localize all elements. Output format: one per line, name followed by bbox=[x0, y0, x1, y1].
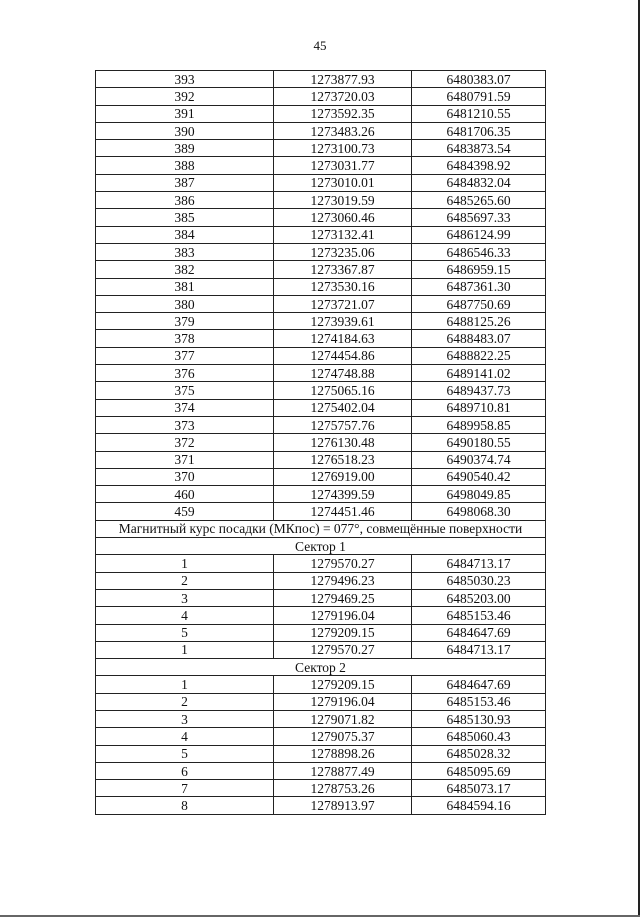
y-coordinate-cell: 6489710.81 bbox=[412, 399, 546, 416]
page-number: 45 bbox=[313, 38, 327, 53]
section-heading: Магнитный курс посадки (МКпос) = 077°, совмещённые поверхности bbox=[96, 520, 546, 537]
point-number-cell: 459 bbox=[96, 503, 274, 520]
y-coordinate-cell: 6484647.69 bbox=[412, 624, 546, 641]
point-number-cell: 1 bbox=[96, 555, 274, 572]
x-coordinate-cell: 1273132.41 bbox=[274, 226, 412, 243]
table-row bbox=[96, 797, 546, 814]
x-coordinate-cell: 1279196.04 bbox=[274, 607, 412, 624]
point-number-cell: 375 bbox=[96, 382, 274, 399]
point-number-cell: 460 bbox=[96, 486, 274, 503]
table-section-heading-row bbox=[96, 520, 546, 537]
y-coordinate-cell: 6485030.23 bbox=[412, 572, 546, 589]
x-coordinate-cell: 1279075.37 bbox=[274, 728, 412, 745]
point-number-cell: 381 bbox=[96, 278, 274, 295]
y-coordinate-cell: 6480383.07 bbox=[412, 71, 546, 88]
y-coordinate-cell: 6485130.93 bbox=[412, 710, 546, 727]
table-row bbox=[96, 71, 546, 88]
y-coordinate-cell: 6488125.26 bbox=[412, 313, 546, 330]
table-row bbox=[96, 192, 546, 209]
section-heading: Сектор 1 bbox=[96, 538, 546, 555]
x-coordinate-cell: 1278898.26 bbox=[274, 745, 412, 762]
point-number-cell: 379 bbox=[96, 313, 274, 330]
point-number-cell: 393 bbox=[96, 71, 274, 88]
table-row bbox=[96, 88, 546, 105]
y-coordinate-cell: 6480791.59 bbox=[412, 88, 546, 105]
y-coordinate-cell: 6489437.73 bbox=[412, 382, 546, 399]
table-row bbox=[96, 174, 546, 191]
point-number-cell: 7 bbox=[96, 780, 274, 797]
y-coordinate-cell: 6489958.85 bbox=[412, 416, 546, 433]
table-row bbox=[96, 589, 546, 606]
point-number-cell: 3 bbox=[96, 710, 274, 727]
point-number-cell: 372 bbox=[96, 434, 274, 451]
table-row bbox=[96, 313, 546, 330]
table-row bbox=[96, 780, 546, 797]
x-coordinate-cell: 1275065.16 bbox=[274, 382, 412, 399]
x-coordinate-cell: 1274184.63 bbox=[274, 330, 412, 347]
point-number-cell: 4 bbox=[96, 607, 274, 624]
point-number-cell: 4 bbox=[96, 728, 274, 745]
point-number-cell: 5 bbox=[96, 745, 274, 762]
x-coordinate-cell: 1273483.26 bbox=[274, 122, 412, 139]
point-number-cell: 373 bbox=[96, 416, 274, 433]
table-row bbox=[96, 728, 546, 745]
x-coordinate-cell: 1276919.00 bbox=[274, 468, 412, 485]
point-number-cell: 1 bbox=[96, 676, 274, 693]
point-number-cell: 1 bbox=[96, 641, 274, 658]
point-number-cell: 387 bbox=[96, 174, 274, 191]
y-coordinate-cell: 6485060.43 bbox=[412, 728, 546, 745]
y-coordinate-cell: 6484713.17 bbox=[412, 555, 546, 572]
y-coordinate-cell: 6481210.55 bbox=[412, 105, 546, 122]
point-number-cell: 383 bbox=[96, 243, 274, 260]
table-row bbox=[96, 486, 546, 503]
y-coordinate-cell: 6485697.33 bbox=[412, 209, 546, 226]
table-row bbox=[96, 641, 546, 658]
x-coordinate-cell: 1279469.25 bbox=[274, 589, 412, 606]
point-number-cell: 382 bbox=[96, 261, 274, 278]
y-coordinate-cell: 6484594.16 bbox=[412, 797, 546, 814]
point-number-cell: 386 bbox=[96, 192, 274, 209]
point-number-cell: 374 bbox=[96, 399, 274, 416]
y-coordinate-cell: 6485265.60 bbox=[412, 192, 546, 209]
table-row bbox=[96, 710, 546, 727]
table-row bbox=[96, 503, 546, 520]
point-number-cell: 3 bbox=[96, 589, 274, 606]
x-coordinate-cell: 1278877.49 bbox=[274, 762, 412, 779]
table-row bbox=[96, 572, 546, 589]
y-coordinate-cell: 6484713.17 bbox=[412, 641, 546, 658]
point-number-cell: 5 bbox=[96, 624, 274, 641]
table-row bbox=[96, 261, 546, 278]
point-number-cell: 378 bbox=[96, 330, 274, 347]
point-number-cell: 376 bbox=[96, 365, 274, 382]
point-number-cell: 371 bbox=[96, 451, 274, 468]
y-coordinate-cell: 6486546.33 bbox=[412, 243, 546, 260]
x-coordinate-cell: 1273592.35 bbox=[274, 105, 412, 122]
x-coordinate-cell: 1273019.59 bbox=[274, 192, 412, 209]
point-number-cell: 377 bbox=[96, 347, 274, 364]
x-coordinate-cell: 1273100.73 bbox=[274, 140, 412, 157]
y-coordinate-cell: 6498049.85 bbox=[412, 486, 546, 503]
point-number-cell: 370 bbox=[96, 468, 274, 485]
x-coordinate-cell: 1273010.01 bbox=[274, 174, 412, 191]
table-row bbox=[96, 330, 546, 347]
table-row bbox=[96, 555, 546, 572]
y-coordinate-cell: 6483873.54 bbox=[412, 140, 546, 157]
x-coordinate-cell: 1279570.27 bbox=[274, 555, 412, 572]
y-coordinate-cell: 6498068.30 bbox=[412, 503, 546, 520]
y-coordinate-cell: 6490180.55 bbox=[412, 434, 546, 451]
x-coordinate-cell: 1273367.87 bbox=[274, 261, 412, 278]
table-row bbox=[96, 209, 546, 226]
x-coordinate-cell: 1274748.88 bbox=[274, 365, 412, 382]
y-coordinate-cell: 6481706.35 bbox=[412, 122, 546, 139]
point-number-cell: 385 bbox=[96, 209, 274, 226]
table-row bbox=[96, 434, 546, 451]
coordinates-table bbox=[95, 70, 546, 815]
y-coordinate-cell: 6486124.99 bbox=[412, 226, 546, 243]
table-row bbox=[96, 624, 546, 641]
point-number-cell: 388 bbox=[96, 157, 274, 174]
x-coordinate-cell: 1275402.04 bbox=[274, 399, 412, 416]
x-coordinate-cell: 1278753.26 bbox=[274, 780, 412, 797]
table-row bbox=[96, 382, 546, 399]
x-coordinate-cell: 1279570.27 bbox=[274, 641, 412, 658]
table-row bbox=[96, 140, 546, 157]
y-coordinate-cell: 6489141.02 bbox=[412, 365, 546, 382]
y-coordinate-cell: 6487750.69 bbox=[412, 295, 546, 312]
table-section-heading-row bbox=[96, 538, 546, 555]
table-row bbox=[96, 399, 546, 416]
table-row bbox=[96, 295, 546, 312]
x-coordinate-cell: 1274451.46 bbox=[274, 503, 412, 520]
x-coordinate-cell: 1273235.06 bbox=[274, 243, 412, 260]
x-coordinate-cell: 1274454.86 bbox=[274, 347, 412, 364]
y-coordinate-cell: 6486959.15 bbox=[412, 261, 546, 278]
x-coordinate-cell: 1279496.23 bbox=[274, 572, 412, 589]
y-coordinate-cell: 6485073.17 bbox=[412, 780, 546, 797]
x-coordinate-cell: 1273877.93 bbox=[274, 71, 412, 88]
y-coordinate-cell: 6488822.25 bbox=[412, 347, 546, 364]
y-coordinate-cell: 6484398.92 bbox=[412, 157, 546, 174]
y-coordinate-cell: 6490374.74 bbox=[412, 451, 546, 468]
point-number-cell: 389 bbox=[96, 140, 274, 157]
table-row bbox=[96, 347, 546, 364]
point-number-cell: 392 bbox=[96, 88, 274, 105]
x-coordinate-cell: 1279209.15 bbox=[274, 676, 412, 693]
coordinates-table-body bbox=[96, 71, 546, 815]
table-row bbox=[96, 676, 546, 693]
x-coordinate-cell: 1279071.82 bbox=[274, 710, 412, 727]
x-coordinate-cell: 1276130.48 bbox=[274, 434, 412, 451]
point-number-cell: 2 bbox=[96, 572, 274, 589]
x-coordinate-cell: 1279196.04 bbox=[274, 693, 412, 710]
point-number-cell: 390 bbox=[96, 122, 274, 139]
table-section-heading-row bbox=[96, 659, 546, 676]
table-row bbox=[96, 243, 546, 260]
y-coordinate-cell: 6490540.42 bbox=[412, 468, 546, 485]
table-row bbox=[96, 607, 546, 624]
x-coordinate-cell: 1273939.61 bbox=[274, 313, 412, 330]
x-coordinate-cell: 1273060.46 bbox=[274, 209, 412, 226]
table-row bbox=[96, 762, 546, 779]
y-coordinate-cell: 6488483.07 bbox=[412, 330, 546, 347]
y-coordinate-cell: 6485028.32 bbox=[412, 745, 546, 762]
x-coordinate-cell: 1276518.23 bbox=[274, 451, 412, 468]
x-coordinate-cell: 1275757.76 bbox=[274, 416, 412, 433]
y-coordinate-cell: 6484647.69 bbox=[412, 676, 546, 693]
x-coordinate-cell: 1273031.77 bbox=[274, 157, 412, 174]
point-number-cell: 6 bbox=[96, 762, 274, 779]
x-coordinate-cell: 1273530.16 bbox=[274, 278, 412, 295]
point-number-cell: 384 bbox=[96, 226, 274, 243]
y-coordinate-cell: 6485153.46 bbox=[412, 693, 546, 710]
section-heading: Сектор 2 bbox=[96, 659, 546, 676]
table-row bbox=[96, 157, 546, 174]
x-coordinate-cell: 1278913.97 bbox=[274, 797, 412, 814]
table-row bbox=[96, 745, 546, 762]
table-row bbox=[96, 693, 546, 710]
point-number-cell: 2 bbox=[96, 693, 274, 710]
y-coordinate-cell: 6485153.46 bbox=[412, 607, 546, 624]
table-row bbox=[96, 365, 546, 382]
point-number-cell: 380 bbox=[96, 295, 274, 312]
x-coordinate-cell: 1274399.59 bbox=[274, 486, 412, 503]
x-coordinate-cell: 1273720.03 bbox=[274, 88, 412, 105]
table-row bbox=[96, 451, 546, 468]
y-coordinate-cell: 6487361.30 bbox=[412, 278, 546, 295]
table-row bbox=[96, 105, 546, 122]
y-coordinate-cell: 6485095.69 bbox=[412, 762, 546, 779]
table-row bbox=[96, 416, 546, 433]
table-row bbox=[96, 226, 546, 243]
point-number-cell: 8 bbox=[96, 797, 274, 814]
y-coordinate-cell: 6484832.04 bbox=[412, 174, 546, 191]
table-row bbox=[96, 122, 546, 139]
x-coordinate-cell: 1273721.07 bbox=[274, 295, 412, 312]
y-coordinate-cell: 6485203.00 bbox=[412, 589, 546, 606]
table-row bbox=[96, 278, 546, 295]
table-row bbox=[96, 468, 546, 485]
x-coordinate-cell: 1279209.15 bbox=[274, 624, 412, 641]
point-number-cell: 391 bbox=[96, 105, 274, 122]
